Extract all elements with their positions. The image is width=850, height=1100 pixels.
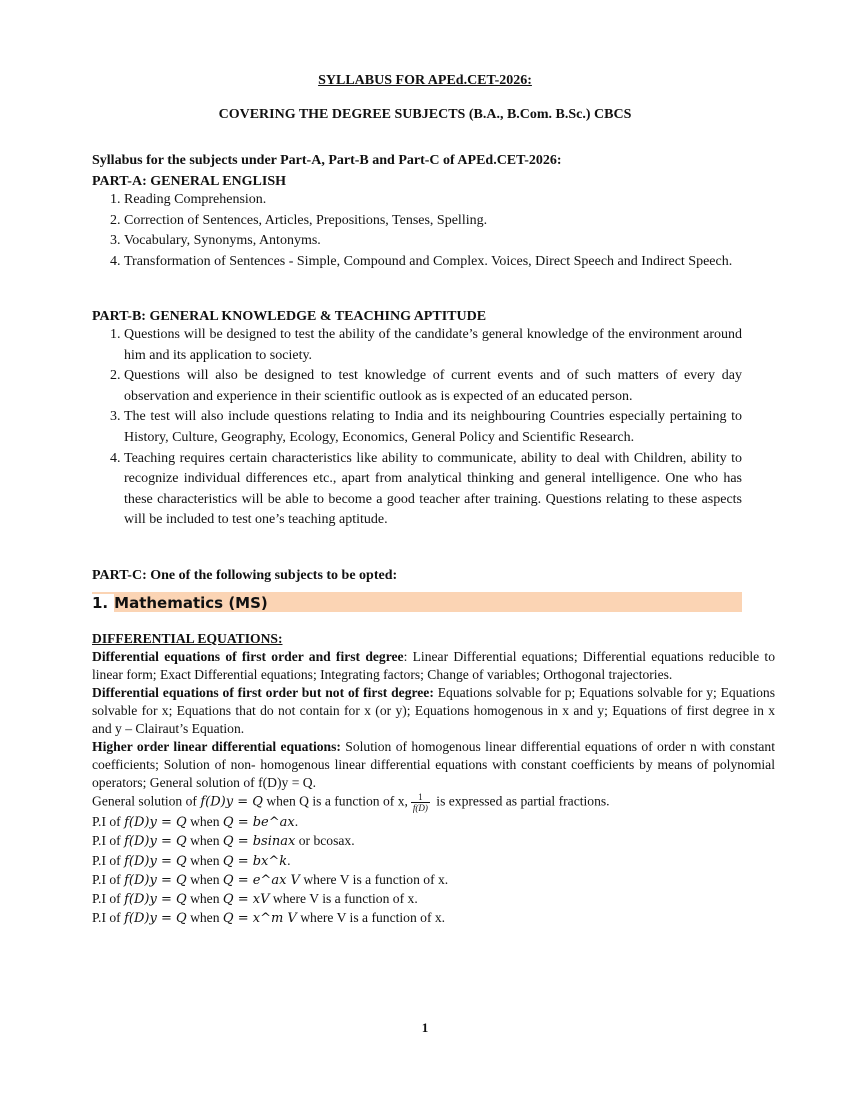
list-item: 4. Teaching requires certain characteristics like ability to communicate, ability to deal with Children, ability to recognize individual differences etc., apart from analytical thinking and general intelligence. One who has these characteristics will be able to become a good teacher after training. Questions relating to these aspects will be included to test one’s teaching aptitude. — [124, 449, 742, 531]
pi-line — [92, 871, 775, 890]
list-item: 1. Reading Comprehension. — [124, 190, 742, 211]
topic-paragraph — [92, 738, 775, 792]
pi-rest: where V is a function of x. — [272, 891, 418, 907]
page-subtitle: COVERING THE DEGREE SUBJECTS (B.A., B.Com. B.Sc.) CBCS — [218, 107, 632, 122]
topic-paragraph — [92, 684, 775, 738]
section-heading: DIFFERENTIAL EQUATIONS: — [92, 631, 283, 646]
pi-line — [92, 890, 775, 909]
pi-prefix: P.I of — [92, 910, 121, 926]
topic-title: Differential equations of first order but not of first degree: — [92, 685, 434, 700]
page-title: SYLLABUS FOR APEd.CET-2026: — [318, 73, 532, 88]
part-b-section — [92, 308, 742, 531]
topic-text: : Linear Differential equations; Differential equations reducible to linear form; Exact Differential equations; Integrating factors; Change of variables; Orthogonal trajectories. — [92, 649, 776, 682]
pi-when: when — [190, 871, 220, 887]
part-a-list — [92, 190, 742, 272]
equation: f(D)y = Q — [124, 892, 187, 908]
condition: Q = bsinax — [222, 834, 296, 850]
condition: Q = be^ax — [222, 815, 295, 830]
list-item: 3. The test will also include questions relating to India and its neighbouring Countries especially pertaining to History, Culture, Geography, Ecology, Economics, General Policy and Scientific Research. — [124, 407, 742, 448]
pi-when: when — [190, 891, 220, 907]
subject-number: 1. — [92, 594, 114, 612]
list-item: 1. Questions will be designed to test the ability of the candidate’s general knowledge of the environment around him and its application to society. — [124, 325, 742, 366]
subject-title — [92, 592, 268, 612]
pi-rest: . — [287, 852, 291, 868]
pi-line — [92, 852, 775, 871]
list-item: 3. Vocabulary, Synonyms, Antonyms. — [124, 231, 742, 252]
line-text: when Q is a function of x, — [266, 793, 408, 809]
part-a-section — [92, 173, 742, 272]
list-item: 4. Transformation of Sentences - Simple, Compound and Complex. Voices, Direct Speech and Indirect Speech. — [124, 252, 742, 273]
pi-line — [92, 813, 775, 832]
list-item: 2. Questions will also be designed to test knowledge of current events and of such matters of every day observation and experience in their scientific outlook as is expected of an educated person. — [124, 366, 742, 407]
fraction-numerator: 1 — [411, 792, 430, 803]
equation: f(D)y = Q — [124, 815, 187, 830]
pi-prefix: P.I of — [92, 833, 121, 849]
subject-name: Mathematics (MS) — [114, 594, 268, 612]
part-b-list — [92, 325, 742, 531]
part-b-heading: PART-B: GENERAL KNOWLEDGE & TEACHING APTITUDE — [92, 309, 487, 324]
pi-rest: where V is a function of x. — [300, 910, 446, 926]
pi-prefix: P.I of — [92, 891, 121, 907]
condition: Q = e^ax V — [222, 872, 300, 888]
topic-title: Differential equations of first order and first degree — [92, 649, 404, 664]
topic-paragraph — [92, 648, 775, 684]
pi-when: when — [190, 814, 220, 829]
equation: f(D)y = Q — [124, 911, 187, 927]
fraction — [411, 792, 430, 813]
pi-rest: . — [294, 814, 299, 829]
pi-rest: or bcosax. — [298, 833, 355, 849]
general-solution-line — [92, 792, 775, 813]
fraction-denominator: f(D) — [412, 803, 428, 813]
math-syllabus — [92, 630, 775, 929]
page-number: 1 — [421, 1020, 429, 1035]
condition: Q = x^m V — [222, 911, 297, 927]
topic-title: Higher order linear differential equations: — [92, 739, 341, 754]
line-text: is expressed as partial fractions. — [436, 793, 610, 809]
part-c-heading: PART-C: One of the following subjects to be opted: — [92, 568, 398, 583]
pi-when: when — [190, 833, 220, 849]
line-text: General solution of — [92, 793, 197, 809]
pi-prefix: P.I of — [92, 871, 121, 887]
pi-when: when — [190, 910, 220, 926]
topic-text: Solution of homogenous linear differential equations of order n with constant coefficients; Solution of non- homogenous linear differential equations with constant coefficients by means of polynomial operators; General solution of f(D)y = Q. — [92, 739, 775, 790]
condition: Q = bx^k — [222, 853, 288, 869]
equation: f(D)y = Q — [124, 834, 187, 850]
pi-prefix: P.I of — [92, 852, 121, 868]
pi-list — [92, 813, 775, 929]
condition: Q = xV — [222, 892, 270, 908]
pi-line — [92, 909, 775, 928]
equation: f(D)y = Q — [124, 872, 187, 888]
pi-rest: where V is a function of x. — [303, 871, 449, 887]
topic-text: Equations solvable for p; Equations solvable for y; Equations solvable for x; Equations that do not contain for x (or y); Equations homogenous in x and y; Equations of first degree in x and y – Clairaut’s Equation. — [92, 685, 775, 736]
equation: f(D)y = Q — [124, 853, 187, 869]
intro-heading: Syllabus for the subjects under Part-A, Part-B and Part-C of APEd.CET-2026: — [92, 153, 562, 168]
pi-when: when — [190, 852, 220, 868]
list-item: 2. Correction of Sentences, Articles, Prepositions, Tenses, Spelling. — [124, 211, 742, 232]
pi-line — [92, 832, 775, 851]
equation: f(D)y = Q — [200, 794, 263, 810]
part-a-heading: PART-A: GENERAL ENGLISH — [92, 174, 286, 189]
pi-prefix: P.I of — [92, 814, 121, 829]
